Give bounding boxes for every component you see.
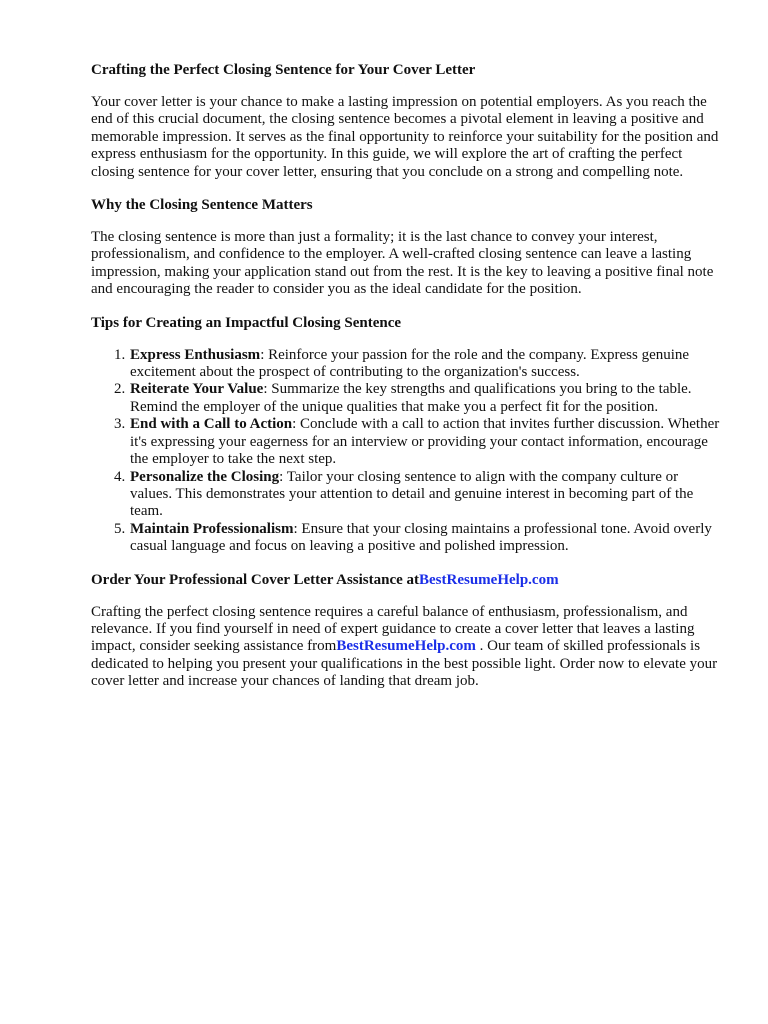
order-paragraph [91,604,720,691]
order-body-after: . Our team of skilled professionals is dedicated to helping you present your qualifications in the best possible light. Order now to elevate your cover letter and increase your chances of landing that dream job. [91,638,718,690]
tips-list [91,347,720,556]
tip-term: Maintain Professionalism [130,520,294,537]
order-body-before: Crafting the perfect closing sentence requires a careful balance of enthusiasm, professionalism, and relevance. If you find yourself in need of expert guidance to create a cover letter that leaves a lasting impact, consider seeking assistance from [91,603,695,655]
tip-term: Personalize the Closing [130,468,280,485]
order-body-link[interactable]: BestResumeHelp.com [336,638,476,655]
tip-term: End with a Call to Action [130,416,293,433]
tip-text: : Reinforce your passion for the role and the company. Express genuine excitement about the prospect of contributing to the organization's success. [130,346,690,381]
tip-term: Reiterate Your Value [130,381,264,398]
order-heading-prefix: Order Your Professional Cover Letter Assistance at [91,571,420,588]
why-paragraph: The closing sentence is more than just a formality; it is the last chance to convey your interest, professionalism, and confidence to the employer. A well-crafted closing sentence can leave a lasting impression, making your application stand out from the rest. It is the key to leaving a positive final note and encouraging the reader to consider you as the ideal candidate for the position. [91,229,714,298]
why-heading: Why the Closing Sentence Matters [91,197,313,214]
tips-heading: Tips for Creating an Impactful Closing Sentence [91,314,402,331]
tip-item-personalize [129,469,720,521]
tip-item-professionalism [129,521,720,556]
tip-term: Express Enthusiasm [130,346,261,363]
tip-text: : Tailor your closing sentence to align with the company culture or values. This demonstrates your attention to detail and genuine interest in becoming part of the team. [130,468,694,520]
tip-text: : Summarize the key strengths and qualifications you bring to the table. Remind the employer of the unique qualities that make you a perfect fit for the position. [130,381,692,415]
order-heading-link[interactable]: BestResumeHelp.com [419,571,559,588]
order-heading [91,570,720,590]
tip-text: : Conclude with a call to action that invites further discussion. Whether it's expressing your eagerness for an interview or providing your contact information, encourage the employer to take the next step. [130,416,720,468]
tip-text: : Ensure that your closing maintains a professional tone. Avoid overly casual language and focus on leaving a positive and polished impression. [130,520,712,555]
tip-item-value [129,381,720,416]
tip-item-enthusiasm [129,347,720,382]
document-title: Crafting the Perfect Closing Sentence for Your Cover Letter [91,62,476,78]
intro-paragraph: Your cover letter is your chance to make a lasting impression on potential employers. As you reach the end of this crucial document, the closing sentence becomes a pivotal element in leaving a positive and memorable impression. It serves as the final opportunity to reinforce your suitability for the position and express enthusiasm for the opportunity. In this guide, we will explore the art of crafting the perfect closing sentence for your cover letter, ensuring that you conclude on a strong and compelling note. [91,94,719,180]
tip-item-call-to-action [129,416,720,468]
